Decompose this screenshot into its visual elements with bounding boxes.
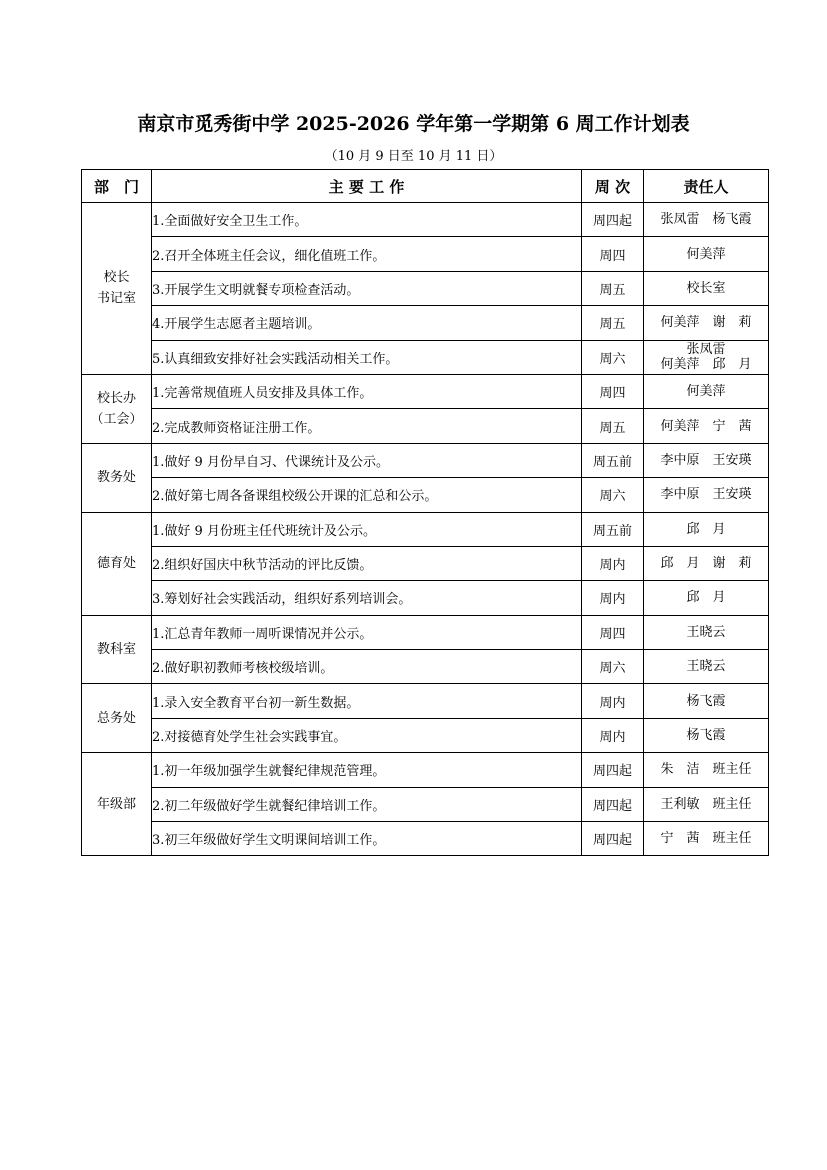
week-cell: 周内 <box>582 581 644 615</box>
task-cell: 1.录入安全教育平台初一新生数据。 <box>152 684 582 718</box>
responsible-person: 何美萍 邱 月 <box>660 357 752 373</box>
department-name: 德育处 <box>96 556 136 572</box>
table-row <box>82 478 769 512</box>
department-cell <box>82 753 152 856</box>
responsible-cell <box>644 753 769 787</box>
task-cell: 2.初二年级做好学生就餐纪律培训工作。 <box>152 787 582 821</box>
table-body <box>82 203 769 856</box>
header-dept: 部 门 <box>82 170 152 203</box>
table-row <box>82 787 769 821</box>
task-cell: 2.召开全体班主任会议，细化值班工作。 <box>152 237 582 271</box>
table-header-row <box>82 170 769 203</box>
responsible-person: 杨飞霞 <box>686 693 726 709</box>
week-cell: 周四起 <box>582 203 644 237</box>
page-title: 南京市觅秀街中学 2025-2026 学年第一学期第 6 周工作计划表 <box>137 113 690 135</box>
week-cell: 周四起 <box>582 753 644 787</box>
table-row <box>82 340 769 374</box>
week-cell: 周四 <box>582 615 644 649</box>
responsible-cell <box>644 650 769 684</box>
table-row <box>82 822 769 856</box>
task-cell: 2.完成教师资格证注册工作。 <box>152 409 582 443</box>
responsible-cell <box>644 787 769 821</box>
table-row <box>82 753 769 787</box>
department-name: 校长 <box>103 270 130 286</box>
header-task: 主 要 工 作 <box>152 170 582 203</box>
department-cell <box>82 443 152 512</box>
task-cell: 1.全面做好安全卫生工作。 <box>152 203 582 237</box>
task-cell: 5.认真细致安排好社会实践活动相关工作。 <box>152 340 582 374</box>
table-row <box>82 374 769 408</box>
responsible-cell <box>644 684 769 718</box>
responsible-person: 王利敏 班主任 <box>660 796 752 812</box>
department-name: （工会） <box>90 411 143 427</box>
table-row <box>82 615 769 649</box>
department-cell <box>82 203 152 375</box>
department-name: 总务处 <box>96 710 136 726</box>
responsible-cell <box>644 512 769 546</box>
responsible-person: 朱 洁 班主任 <box>660 762 752 778</box>
department-cell <box>82 512 152 615</box>
task-cell: 2.做好第七周各备课组校级公开课的汇总和公示。 <box>152 478 582 512</box>
responsible-cell <box>644 443 769 477</box>
table-row <box>82 512 769 546</box>
table-row <box>82 718 769 752</box>
date-range: （10 月 9 日至 10 月 11 日） <box>324 149 503 164</box>
responsible-person: 何美萍 <box>686 384 726 400</box>
responsible-cell <box>644 203 769 237</box>
responsible-cell <box>644 237 769 271</box>
department-name: 书记室 <box>96 291 136 307</box>
responsible-cell <box>644 615 769 649</box>
table-row <box>82 443 769 477</box>
responsible-cell <box>644 374 769 408</box>
department-cell <box>82 615 152 684</box>
responsible-person: 王晓云 <box>686 659 726 675</box>
task-cell: 1.初一年级加强学生就餐纪律规范管理。 <box>152 753 582 787</box>
task-cell: 1.汇总青年教师一周听课情况并公示。 <box>152 615 582 649</box>
week-cell: 周五前 <box>582 443 644 477</box>
task-cell: 3.筹划好社会实践活动，组织好系列培训会。 <box>152 581 582 615</box>
table-row <box>82 306 769 340</box>
table-row <box>82 546 769 580</box>
task-cell: 1.完善常规值班人员安排及具体工作。 <box>152 374 582 408</box>
department-name: 校长办 <box>96 390 136 406</box>
task-cell: 2.组织好国庆中秋节活动的评比反馈。 <box>152 546 582 580</box>
responsible-cell <box>644 306 769 340</box>
responsible-cell <box>644 271 769 305</box>
task-cell: 2.对接德育处学生社会实践事宜。 <box>152 718 582 752</box>
week-cell: 周五 <box>582 271 644 305</box>
responsible-person: 杨飞霞 <box>686 728 726 744</box>
department-name: 年级部 <box>96 796 136 812</box>
week-cell: 周四起 <box>582 787 644 821</box>
responsible-person: 李中原 王安瑛 <box>660 452 752 468</box>
table-row <box>82 650 769 684</box>
week-cell: 周四 <box>582 374 644 408</box>
department-name: 教科室 <box>96 642 136 658</box>
week-cell: 周五 <box>582 306 644 340</box>
table-row <box>82 581 769 615</box>
task-cell: 3.初三年级做好学生文明课间培训工作。 <box>152 822 582 856</box>
table-row <box>82 203 769 237</box>
responsible-cell <box>644 581 769 615</box>
responsible-cell <box>644 822 769 856</box>
responsible-cell <box>644 546 769 580</box>
responsible-person: 邱 月 <box>686 521 726 537</box>
task-cell: 1.做好 9 月份班主任代班统计及公示。 <box>152 512 582 546</box>
responsible-person: 邱 月 谢 莉 <box>660 556 752 572</box>
table-row <box>82 271 769 305</box>
task-cell: 3.开展学生文明就餐专项检查活动。 <box>152 271 582 305</box>
responsible-person: 何美萍 谢 莉 <box>660 315 752 331</box>
week-cell: 周内 <box>582 546 644 580</box>
week-cell: 周六 <box>582 340 644 374</box>
responsible-person: 李中原 王安瑛 <box>660 487 752 503</box>
department-name: 教务处 <box>96 470 136 486</box>
week-cell: 周四起 <box>582 822 644 856</box>
responsible-person: 校长室 <box>686 280 726 296</box>
task-cell: 2.做好职初教师考核校级培训。 <box>152 650 582 684</box>
week-cell: 周五前 <box>582 512 644 546</box>
week-cell: 周内 <box>582 684 644 718</box>
week-cell: 周六 <box>582 478 644 512</box>
responsible-cell <box>644 478 769 512</box>
responsible-person: 何美萍 宁 茜 <box>660 418 752 434</box>
responsible-person: 王晓云 <box>686 624 726 640</box>
header-week: 周 次 <box>582 170 644 203</box>
responsible-cell <box>644 718 769 752</box>
responsible-cell <box>644 409 769 443</box>
table-row <box>82 409 769 443</box>
table-row <box>82 237 769 271</box>
responsible-person: 张凤雷 <box>686 342 726 358</box>
week-cell: 周内 <box>582 718 644 752</box>
responsible-person: 何美萍 <box>686 246 726 262</box>
work-plan-table <box>81 169 769 856</box>
week-cell: 周六 <box>582 650 644 684</box>
responsible-person: 邱 月 <box>686 590 726 606</box>
responsible-person: 宁 茜 班主任 <box>660 831 752 847</box>
header-resp: 责任人 <box>644 170 769 203</box>
responsible-person: 张凤雷 杨飞霞 <box>660 212 752 228</box>
task-cell: 4.开展学生志愿者主题培训。 <box>152 306 582 340</box>
department-cell <box>82 684 152 753</box>
task-cell: 1.做好 9 月份早自习、代课统计及公示。 <box>152 443 582 477</box>
table-row <box>82 684 769 718</box>
responsible-cell <box>644 340 769 374</box>
week-cell: 周四 <box>582 237 644 271</box>
week-cell: 周五 <box>582 409 644 443</box>
department-cell <box>82 374 152 443</box>
